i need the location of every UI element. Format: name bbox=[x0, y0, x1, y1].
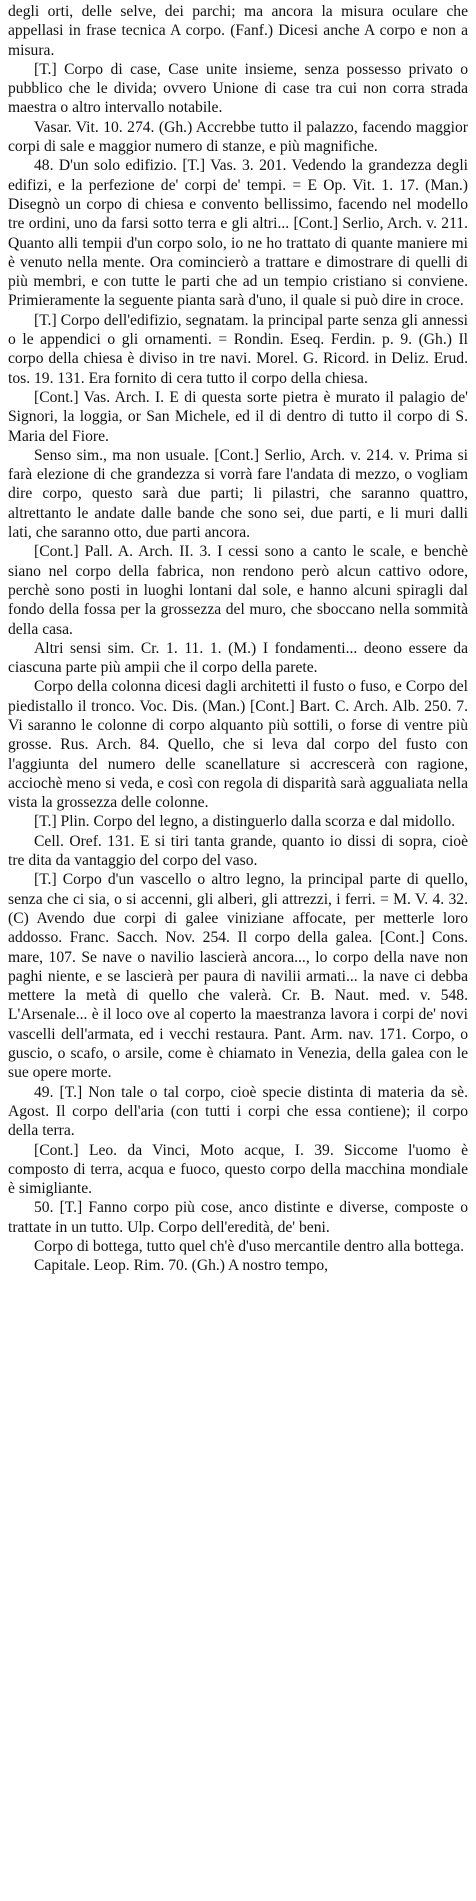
paragraph-8: [Cont.] Pall. A. Arch. II. 3. I cessi sono a canto le scale, e benchè siano nel corpo della fabrica, non rendono però alcun cattivo odore, perchè sono posti in luoghi lontani dal sole, e hanno alcuni spiragli dal fondo della fossa per la grossezza del muro, che sboccano nella sommità della casa. bbox=[8, 543, 468, 638]
paragraph-13: [T.] Corpo d'un vascello o altro legno, la principal parte di quello, senza che ci sia, o si accenni, gli alberi, gli attrezzi, i ferri. = M. V. 4. 32. (C) Avendo due corpi di galee viniziane affocate, per metterle loro addosso. Franc. Sacch. Nov. 254. Il corpo della galea. [Cont.] Cons. mare, 107. Se nave o navilio lascierà ancora..., lo corpo della nave non paghi niente, e se lascierà per paura di navilii armati... la nave ci debba mettere la metà di quello che valerà. Cr. B. Naut. med. v. 548. L'Arsenale... è il loco ove al coperto la maestranza lavora i corpi de' novi vascelli dell'armata, ed i vecchi restaura. Pant. Arm. nav. 171. Corpo, o guscio, o scafo, o arsile, come è chiamato in Venezia, della galea con le sue opere morte. bbox=[8, 871, 468, 1082]
paragraph-3: Vasar. Vit. 10. 274. (Gh.) Accrebbe tutto il palazzo, facendo maggior corpi di sale e maggior numero di stanze, e più magnifiche. bbox=[8, 118, 468, 156]
paragraph-18: Capitale. Leop. Rim. 70. (Gh.) A nostro tempo, bbox=[34, 1257, 329, 1275]
paragraph-17: Corpo di bottega, tutto quel ch'è d'uso mercantile dentro alla bottega. bbox=[34, 1238, 464, 1255]
paragraph-6: [Cont.] Vas. Arch. I. E di questa sorte pietra è murato il palagio de' Signori, la loggia, or San Michele, ed il di dentro di tutto il corpo di S. Maria del Fiore. bbox=[8, 388, 468, 445]
paragraph-14: 49. [T.] Non tale o tal corpo, cioè specie distinta di materia da sè. Agost. Il corpo dell'aria (con tutti i corpi che essa contiene); il corpo della terra. bbox=[8, 1083, 468, 1140]
paragraph-4: 48. D'un solo edifizio. [T.] Vas. 3. 201. Vedendo la grandezza degli edifizi, e la perfezione de' corpi de' tempi. = E Op. Vit. 1. 17. (Man.) Disegnò un corpo di chiesa e convento bellissimo, facendo nel modello tre ordini, uno da farsi sotto terra e gli altri... [Cont.] Serlio, Arch. v. 211. Quanto alli tempii d'un corpo solo, io ne ho trattato di quante maniere mi è venuto nella mente. Ora comincierò a trattare e dimostrare di quelli di più membri, e con tutte le parti che ad un tempio cristiano si conviene. Primieramente la seguente pianta sarà d'uno, il quale si può dire in croce. bbox=[8, 157, 468, 310]
paragraph-16: 50. [T.] Fanno corpo più cose, anco distinte e diverse, composte o trattate in un tutto. Ulp. Corpo dell'eredità, de' beni. bbox=[8, 1199, 468, 1236]
paragraph-2: [T.] Corpo di case, Case unite insieme, senza possesso privato o pubblico che le divida; ovvero Unione di case tra cui non corra strada maestra o altro intervallo notabile. bbox=[8, 60, 468, 117]
paragraph-9: Altri sensi sim. Cr. 1. 11. 1. (M.) I fondamenti... deono essere da ciascuna parte più ampii che il corpo della parete. bbox=[8, 639, 468, 677]
paragraph-5: [T.] Corpo dell'edifizio, segnatam. la principal parte senza gli annessi o le appendici o gli ornamenti. = Rondin. Eseq. Ferdin. p. 9. (Gh.) Il corpo della chiesa è diviso in tre navi. Morel. G. Ricord. in Deliz. Erud. tos. 19. 131. Era fornito di cera tutto il corpo della chiesa. bbox=[8, 311, 468, 387]
paragraph-15: [Cont.] Leo. da Vinci, Moto acque, I. 39. Siccome l'uomo è composto di terra, acqua e fuoco, questo corpo della macchina mondiale è simigliante. bbox=[8, 1141, 468, 1198]
paragraph-1: degli orti, delle selve, dei parchi; ma ancora la misura oculare che appellasi in frase tecnica A corpo. (Fanf.) Dicesi anche A corpo e non a misura. bbox=[8, 3, 468, 59]
paragraph-10: Corpo della colonna dicesi dagli architetti il fusto o fuso, e Corpo del piedistallo il tronco. Voc. Dis. (Man.) [Cont.] Bart. C. Arch. Alb. 250. 7. Vi saranno le colonne di corpo alquanto più sottili, o forse di ventre più grosse. Rus. Arch. 84. Quello, che si leva dal corpo del fusto con l'aggiunta del numero delle scanellature si accrescerà con ragione, acciochè meno si veda, e così con regola di disparità sarà aggualiata nella vista la grossezza delle colonne. bbox=[8, 678, 468, 812]
paragraph-7: Senso sim., ma non usuale. [Cont.] Serlio, Arch. v. 214. v. Prima si farà elezione di che grandezza si vorrà fare l'andata di mezzo, o vogliam dire corpo, questo sarà due parti; li pilastri, che saranno quattro, altrettanto le andate dalle bande che sono sei, due parti, e li muri dalli lati, che saranno otto, due parti ancora. bbox=[8, 446, 468, 542]
paragraph-11: [T.] Plin. Corpo del legno, a distinguerlo dalla scorza e dal midollo. bbox=[34, 813, 456, 831]
paragraph-12: Cell. Oref. 131. E si tiri tanta grande, quanto io dissi di sopra, cioè tre dita da vantaggio del corpo del vaso. bbox=[8, 832, 468, 870]
